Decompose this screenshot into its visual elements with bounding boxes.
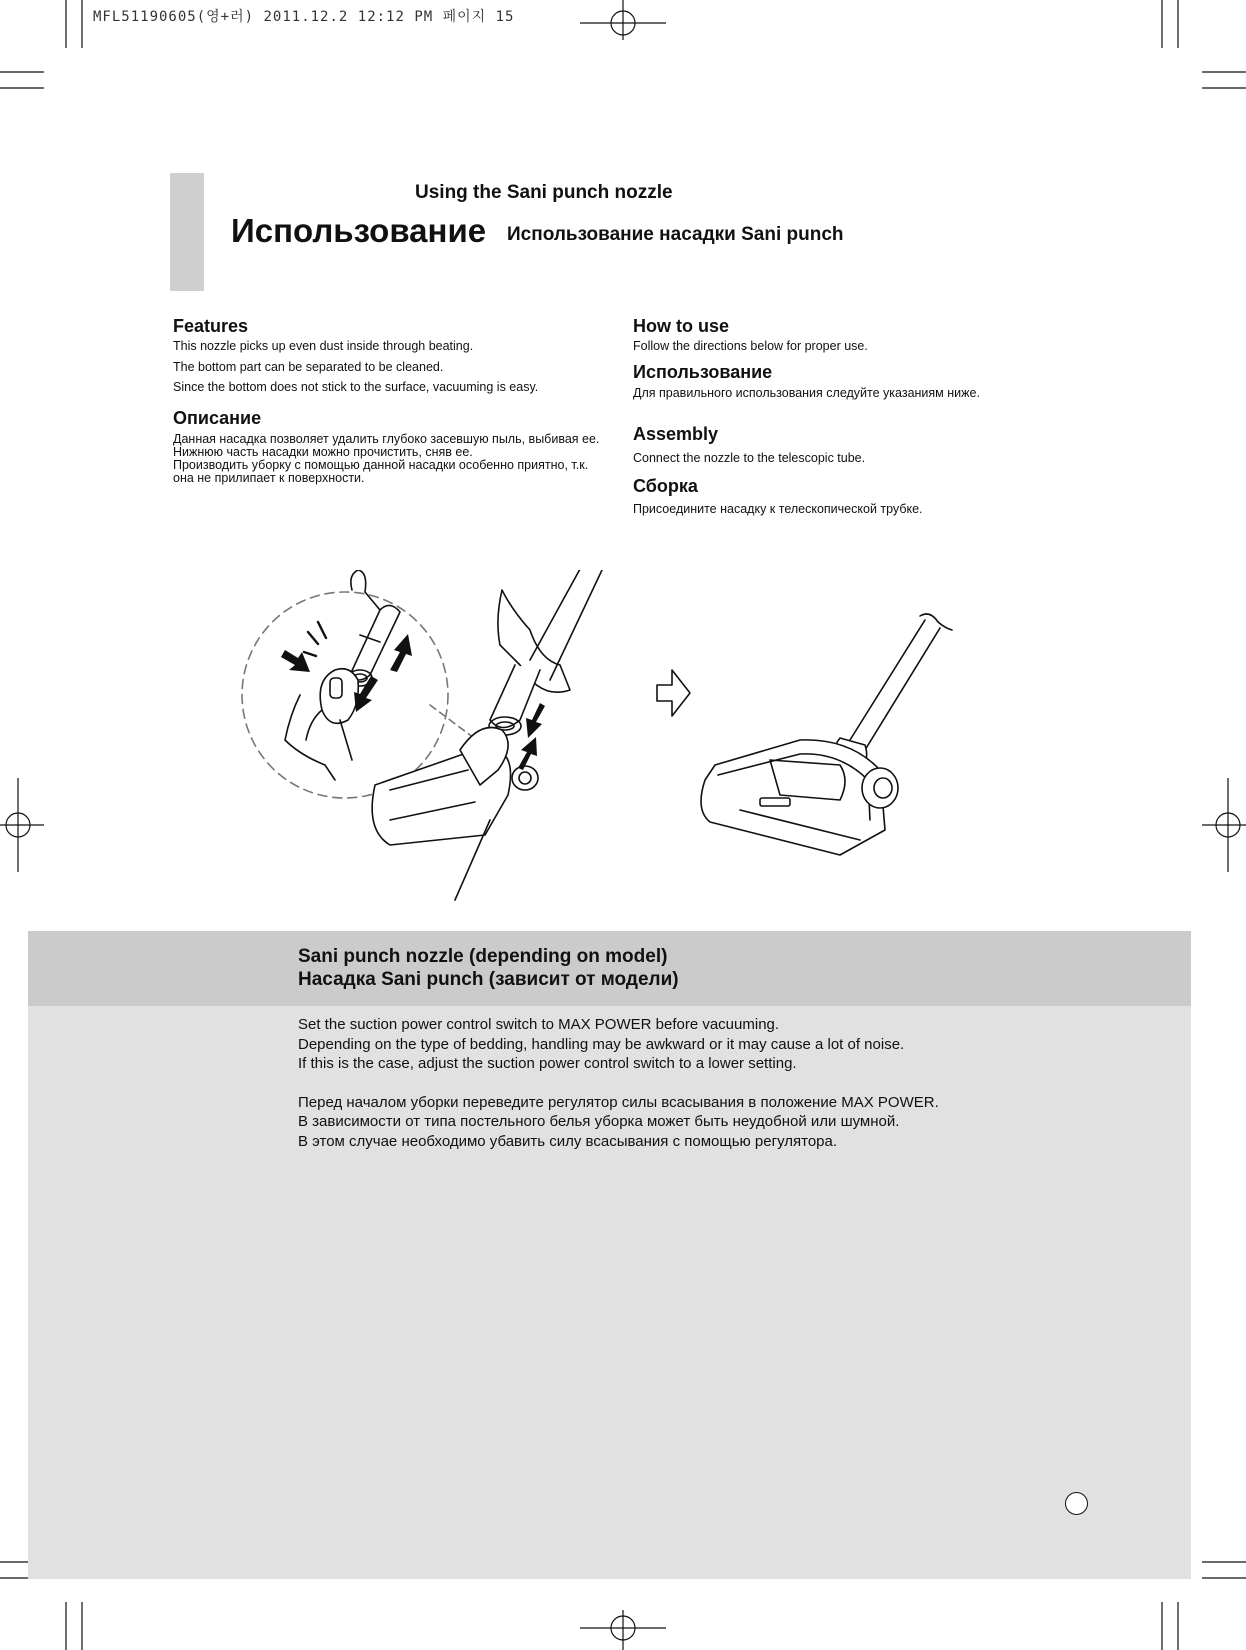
assembly-text-en: Connect the nozzle to the telescopic tube. <box>633 451 866 465</box>
arrow-up-right <box>390 634 412 672</box>
how-to-use-heading-en: How to use <box>633 316 730 336</box>
features-line: Since the bottom does not stick to the surface, vacuuming is easy. <box>173 380 539 394</box>
panel-title-ru: Насадка Sani punch (зависит от модели) <box>298 969 679 990</box>
features-line-ru: Производить уборку с помощью данной насадки особенно приятно, т.к. <box>173 458 589 472</box>
features-line: This nozzle picks up even dust inside through beating. <box>173 339 474 353</box>
features-heading-en: Features <box>173 316 249 336</box>
page-number-circle <box>1065 1492 1088 1515</box>
assembly-heading-en: Assembly <box>633 424 719 444</box>
panel-line-en: If this is the case, adjust the suction power control switch to a lower setting. <box>298 1055 797 1072</box>
panel-line-ru: В этом случае необходимо убавить силу всасывания с помощью регулятора. <box>298 1133 838 1150</box>
how-to-use-text-en: Follow the directions below for proper use. <box>633 339 868 353</box>
how-to-use-heading-ru: Использование <box>633 362 773 382</box>
assembly-heading-ru: Сборка <box>633 476 698 496</box>
assembly-illustration <box>240 570 1000 920</box>
hand-in-detail <box>285 669 358 780</box>
page-title-en: Using the Sani punch nozzle <box>415 182 673 203</box>
print-slug: MFL51190605(영+러) 2011.12.2 12:12 PM 페이지 15 <box>93 9 515 25</box>
arrow-down-assembly <box>526 703 545 738</box>
features-heading-ru: Описание <box>173 408 262 428</box>
section-tab <box>170 173 204 291</box>
tube-hand <box>489 570 602 735</box>
features-line-ru: Нижнюю часть насадки можно прочистить, сняв ее. <box>173 445 473 459</box>
assembled-nozzle <box>701 614 952 855</box>
features-line-ru: Данная насадка позволяет удалить глубоко засевшую пыль, выбивая ее. <box>173 432 600 446</box>
next-step-arrow <box>657 670 690 716</box>
panel-line-ru: Перед началом уборки переведите регулятор силы всасывания в положение MAX POWER. <box>298 1094 939 1111</box>
panel-title-en: Sani punch nozzle (depending on model) <box>298 946 668 967</box>
page-subtitle-ru: Использование насадки Sani punch <box>507 224 844 245</box>
features-line: The bottom part can be separated to be cleaned. <box>173 360 444 374</box>
panel-line-en: Set the suction power control switch to MAX POWER before vacuuming. <box>298 1016 780 1033</box>
features-line-ru: она не прилипает к поверхности. <box>173 471 365 485</box>
panel-line-ru: В зависимости от типа постельного белья уборка может быть неудобной или шумной. <box>298 1113 900 1130</box>
nozzle-hand <box>372 728 538 901</box>
assembly-text-ru: Присоедините насадку к телескопической трубке. <box>633 502 923 516</box>
how-to-use-text-ru: Для правильного использования следуйте указаниям ниже. <box>633 386 980 400</box>
page-title-ru: Использование <box>231 212 487 249</box>
panel-line-en: Depending on the type of bedding, handling may be awkward or it may cause a lot of noise. <box>298 1036 905 1053</box>
arrow-up-assembly <box>518 737 537 770</box>
